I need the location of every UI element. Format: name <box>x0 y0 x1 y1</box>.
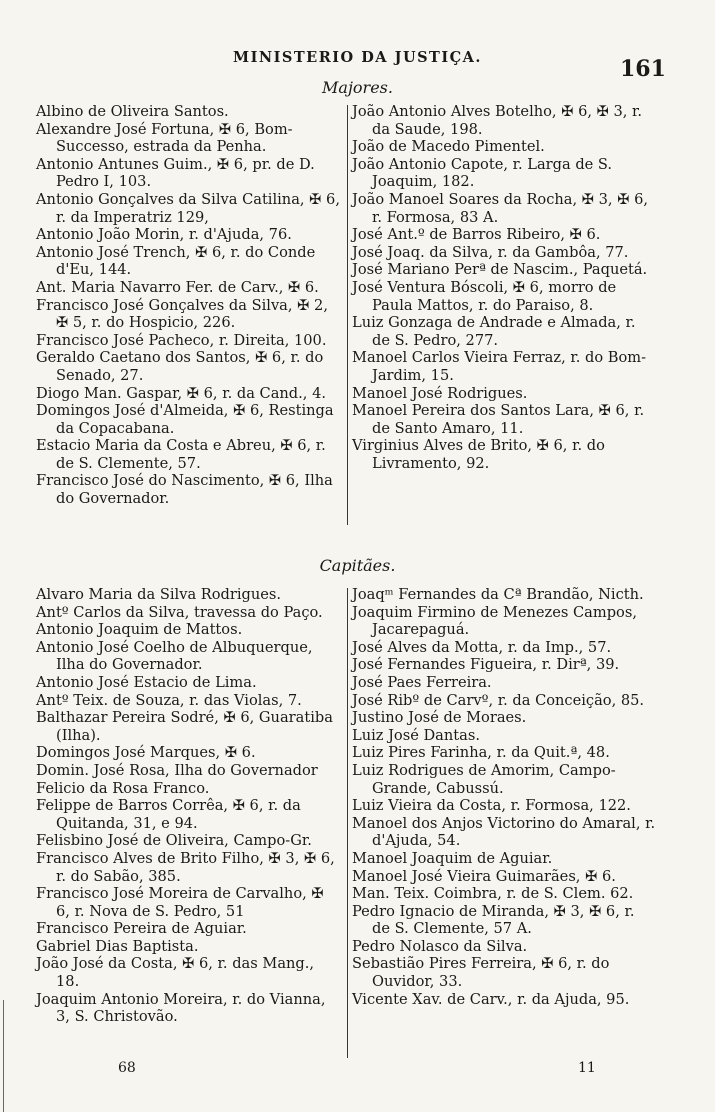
list-item: Joaquim Firmino de Menezes Campos, Jacarepaguá. <box>352 603 637 639</box>
list-item: Francisco José Gonçalves da Silva, ✠ 2, ✠ 5, r. do Hospicio, 226. <box>36 296 328 332</box>
capitaes-left-column <box>36 586 341 1026</box>
list-item: Manoel Pereira dos Santos Lara, ✠ 6, r. de Santo Amaro, 11. <box>352 402 645 437</box>
list-item: Domin. José Rosa, Ilha do Governador <box>36 761 318 779</box>
list-item: Francisco José Moreira de Carvalho, ✠ 6, r. Nova de S. Pedro, 51 <box>36 885 324 920</box>
list-item: Diogo Man. Gaspar, ✠ 6, r. da Cand., 4. <box>36 384 326 402</box>
list-item: Luiz Gonzaga de Andrade e Almada, r. de S. Pedro, 277. <box>352 314 636 349</box>
list-item: Balthazar Pereira Sodré, ✠ 6, Guaratiba (Ilha). <box>36 709 333 744</box>
page-number: 161 <box>620 56 666 82</box>
list-item: Alvaro Maria da Silva Rodrigues. <box>36 586 282 603</box>
page-edge-line <box>3 1000 4 1112</box>
list-item: Joaqᵐ Fernandes da Cª Brandão, Nicth. <box>352 586 644 603</box>
list-item: João Manoel Soares da Rocha, ✠ 3, ✠ 6, r. Formosa, 83 A. <box>352 190 648 226</box>
list-item: José Ribº de Carvº, r. da Conceição, 85. <box>352 691 645 709</box>
list-item: Estacio Maria da Costa e Abreu, ✠ 6, r. de S. Clemente, 57. <box>36 437 326 472</box>
list-item: Man. Teix. Coimbra, r. de S. Clem. 62. <box>352 885 634 903</box>
list-item: Francisco José Pacheco, r. Direita, 100. <box>36 331 327 349</box>
list-item: José Joaq. da Silva, r. da Gambôa, 77. <box>352 243 629 261</box>
list-item: Antonio José Coelho de Albuquerque, Ilha do Governador. <box>36 638 313 674</box>
list-item: José Fernandes Figueira, r. Dirª, 39. <box>352 656 620 674</box>
list-item: Antonio José Estacio de Lima. <box>36 673 257 691</box>
list-item: Antonio José Trench, ✠ 6, r. do Conde d'Eu, 144. <box>36 243 316 279</box>
list-item: João José da Costa, ✠ 6, r. das Mang., 18. <box>36 955 315 991</box>
list-item: Sebastião Pires Ferreira, ✠ 6, r. do Ouvidor, 33. <box>352 955 610 991</box>
list-item: Manoel Joaquim de Aguiar. <box>352 849 553 867</box>
list-item: Justino José de Moraes. <box>352 709 527 727</box>
list-item: Geraldo Caetano dos Santos, ✠ 6, r. do Senado, 27. <box>36 349 324 384</box>
list-item: Felicio da Rosa Franco. <box>36 779 210 797</box>
list-item: José Alves da Motta, r. da Imp., 57. <box>352 638 612 656</box>
section-title-capitaes: Capitães. <box>319 556 396 575</box>
list-item: Luiz Vieira da Costa, r. Formosa, 122. <box>352 797 631 815</box>
list-item: Luiz Pires Farinha, r. da Quit.ª, 48. <box>352 744 610 762</box>
list-item: João Antonio Capote, r. Larga de S. Joaquim, 182. <box>352 155 613 191</box>
list-item: Antonio Joaquim de Mattos. <box>36 621 243 639</box>
majores-right-column <box>352 103 657 472</box>
list-item: Albino de Oliveira Santos. <box>36 103 229 120</box>
footer-signature-right: 11 <box>578 1060 596 1076</box>
list-item: Domingos José d'Almeida, ✠ 6, Restinga da Copacabana. <box>36 402 334 437</box>
list-item: José Ant.º de Barros Ribeiro, ✠ 6. <box>352 226 601 244</box>
list-item: José Paes Ferreira. <box>352 673 492 691</box>
list-item: Francisco José do Nascimento, ✠ 6, Ilha do Governador. <box>36 472 333 508</box>
list-item: Pedro Ignacio de Miranda, ✠ 3, ✠ 6, r. de S. Clemente, 57 A. <box>352 902 635 938</box>
majores-left-column <box>36 103 341 508</box>
list-item: Manoel dos Anjos Victorino do Amaral, r. d'Ajuda, 54. <box>352 814 656 850</box>
list-item: Gabriel Dias Baptista. <box>36 937 199 955</box>
list-item: Francisco Pereira de Aguiar. <box>36 920 247 938</box>
list-item: Alexandre José Fortuna, ✠ 6, Bom-Successo, estrada da Penha. <box>36 120 293 156</box>
list-item: Antonio Gonçalves da Silva Catilina, ✠ 6, r. da Imperatriz 129, <box>36 190 340 226</box>
list-item: Antº Carlos da Silva, travessa do Paço. <box>36 603 323 621</box>
list-item: Francisco Alves de Brito Filho, ✠ 3, ✠ 6, r. do Sabão, 385. <box>36 849 335 885</box>
column-divider <box>347 105 348 525</box>
list-item: Joaquim Antonio Moreira, r. do Vianna, 3, S. Christovão. <box>36 990 326 1026</box>
list-item: Virginius Alves de Brito, ✠ 6, r. do Livramento, 92. <box>352 437 605 472</box>
list-item: Luiz José Dantas. <box>352 726 480 744</box>
list-item: José Mariano Perª de Nascim., Paquetá. <box>352 261 648 279</box>
list-item: Pedro Nolasco da Silva. <box>352 937 528 955</box>
list-item: Luiz Rodrigues de Amorim, Campo-Grande, Cabussú. <box>352 761 616 797</box>
section-title-majores: Majores. <box>322 78 393 97</box>
list-item: Felippe de Barros Corrêa, ✠ 6, r. da Quitanda, 31, e 94. <box>36 797 301 832</box>
list-item: João de Macedo Pimentel. <box>352 138 545 156</box>
list-item: Antonio Antunes Guim., ✠ 6, pr. de D. Pedro I, 103. <box>36 155 315 191</box>
list-item: Manoel José Vieira Guimarães, ✠ 6. <box>352 867 616 885</box>
footer-signature-left: 68 <box>118 1060 136 1076</box>
list-item: Manoel Carlos Vieira Ferraz, r. do Bom-Jardim, 15. <box>352 349 647 384</box>
list-item: Vicente Xav. de Carv., r. da Ajuda, 95. <box>352 990 630 1008</box>
list-item: João Antonio Alves Botelho, ✠ 6, ✠ 3, r. da Saude, 198. <box>352 103 643 138</box>
list-item: Antº Teix. de Souza, r. das Violas, 7. <box>36 691 302 709</box>
capitaes-right-column <box>352 586 657 1008</box>
list-item: Domingos José Marques, ✠ 6. <box>36 744 256 762</box>
list-item: Felisbino José de Oliveira, Campo-Gr. <box>36 832 312 850</box>
list-item: Manoel José Rodrigues. <box>352 384 528 402</box>
page-header-title: MINISTERIO DA JUSTIÇA. <box>233 49 482 66</box>
column-divider <box>347 588 348 1058</box>
list-item: José Ventura Bóscoli, ✠ 6, morro de Paula Mattos, r. do Paraiso, 8. <box>352 278 617 314</box>
list-item: Ant. Maria Navarro Fer. de Carv., ✠ 6. <box>36 278 319 296</box>
list-item: Antonio João Morin, r. d'Ajuda, 76. <box>36 226 292 244</box>
